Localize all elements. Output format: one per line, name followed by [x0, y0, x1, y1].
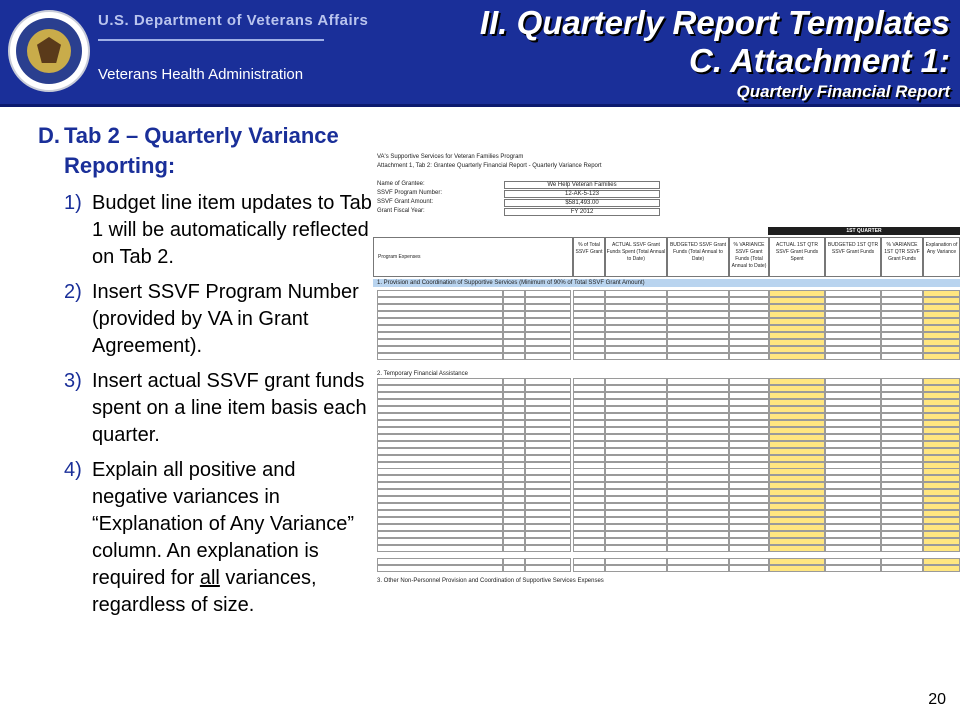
- table-row: [373, 434, 960, 441]
- section-3-title: 3. Other Non-Personnel Provision and Coordination of Supportive Services Expenses: [377, 578, 604, 584]
- table-row: [373, 545, 960, 552]
- table-row: [373, 385, 960, 392]
- instruction-step-3: 3) Insert actual SSVF grant funds spent on a line item basis each quarter.: [64, 370, 367, 446]
- slide-subtitle: Quarterly Financial Report: [736, 82, 950, 101]
- table-row: [373, 517, 960, 524]
- table-row: [373, 524, 960, 531]
- table-row: [373, 399, 960, 406]
- section-heading-text: Tab 2 – Quarterly Variance Reporting:: [64, 123, 339, 178]
- table-row: [373, 318, 960, 325]
- table-row: [373, 427, 960, 434]
- table-row: [373, 455, 960, 462]
- field-value-program-number: 12-AK-5-123: [504, 190, 660, 198]
- header-banner: [0, 0, 960, 107]
- page-number: 20: [928, 691, 946, 708]
- col-header-variance: % VARIANCE SSVF Grant Funds (Total Annual to Date): [729, 237, 769, 277]
- field-value-grant-amount: $581,493.00: [504, 199, 660, 207]
- table-row: [373, 448, 960, 455]
- section-1-bar: 1. Provision and Coordination of Supportive Services (Minimum of 90% of Total SSVF Grant Amount): [373, 279, 960, 287]
- table-row: [373, 558, 960, 565]
- table-row: [373, 441, 960, 448]
- table-row: [373, 413, 960, 420]
- table-row: [373, 325, 960, 332]
- col-header-pct-total: % of Total SSVF Grant: [573, 237, 605, 277]
- table-row: [373, 304, 960, 311]
- va-seal-icon: [8, 10, 90, 92]
- col-header-explain: Explanation of Any Variance: [923, 237, 960, 277]
- table-row: [373, 538, 960, 545]
- instruction-step-1: 1) Budget line item updates to Tab 1 will be automatically reflected on Tab 2.: [64, 192, 372, 268]
- table-row: [373, 468, 960, 475]
- administration-name: Veterans Health Administration: [98, 66, 304, 83]
- col-header-actual: ACTUAL SSVF Grant Funds Spent (Total Annual to Date): [605, 237, 667, 277]
- table-row: [373, 482, 960, 489]
- col-header-q-actual: ACTUAL 1ST QTR SSVF Grant Funds Spent: [769, 237, 825, 277]
- table-row: [373, 290, 960, 297]
- instruction-step-2: 2) Insert SSVF Program Number (provided by VA in Grant Agreement).: [64, 281, 359, 357]
- instruction-step-4: 4) Explain all positive and negative variances in “Explanation of Any Variance” column. An explanation is required for all variances, regardless of size.: [64, 459, 355, 616]
- table-row: [373, 353, 960, 360]
- slide-title-line2: C. Attachment 1:: [689, 42, 950, 79]
- col-header-program-expenses: Program Expenses: [373, 237, 573, 277]
- table-row: [373, 475, 960, 482]
- section-heading-label: D.: [38, 123, 60, 148]
- table-row: [373, 420, 960, 427]
- table-row: [373, 489, 960, 496]
- field-value-fiscal-year: FY 2012: [504, 208, 660, 216]
- table-row: [373, 565, 960, 572]
- table-row: [373, 496, 960, 503]
- field-label-grantee: Name of Grantee:: [377, 181, 425, 187]
- col-header-q-budget: BUDGETED 1ST QTR SSVF Grant Funds: [825, 237, 881, 277]
- field-label-program-number: SSVF Program Number:: [377, 190, 443, 196]
- field-label-grant-amount: SSVF Grant Amount:: [377, 199, 434, 205]
- table-row: [373, 311, 960, 318]
- table-row: [373, 339, 960, 346]
- table-row: [373, 510, 960, 517]
- table-row: [373, 332, 960, 339]
- field-value-grantee: We Help Veteran Families: [504, 181, 660, 189]
- table-row: [373, 406, 960, 413]
- sheet-subtitle: Attachment 1, Tab 2: Grantee Quarterly Financial Report - Quarterly Variance Report: [377, 163, 602, 169]
- col-header-budgeted: BUDGETED SSVF Grant Funds (Total Annual to Date): [667, 237, 729, 277]
- table-row: [373, 392, 960, 399]
- instruction-list: [64, 190, 376, 627]
- sheet-title: VA's Supportive Services for Veteran Families Program: [377, 154, 524, 160]
- section-2-title: 2. Temporary Financial Assistance: [377, 371, 468, 377]
- slide-title-line1: II. Quarterly Report Templates: [479, 4, 950, 41]
- table-row: [373, 297, 960, 304]
- table-row: [373, 346, 960, 353]
- spreadsheet-preview: [373, 150, 960, 590]
- table-row: [373, 378, 960, 385]
- header-divider: [98, 39, 324, 41]
- quarter-banner: 1ST QUARTER: [768, 227, 960, 235]
- department-name: U.S. Department of Veterans Affairs: [98, 12, 369, 29]
- col-header-q-variance: % VARIANCE 1ST QTR SSVF Grant Funds: [881, 237, 923, 277]
- table-row: [373, 503, 960, 510]
- table-row: [373, 531, 960, 538]
- field-label-fiscal-year: Grant Fiscal Year:: [377, 208, 425, 214]
